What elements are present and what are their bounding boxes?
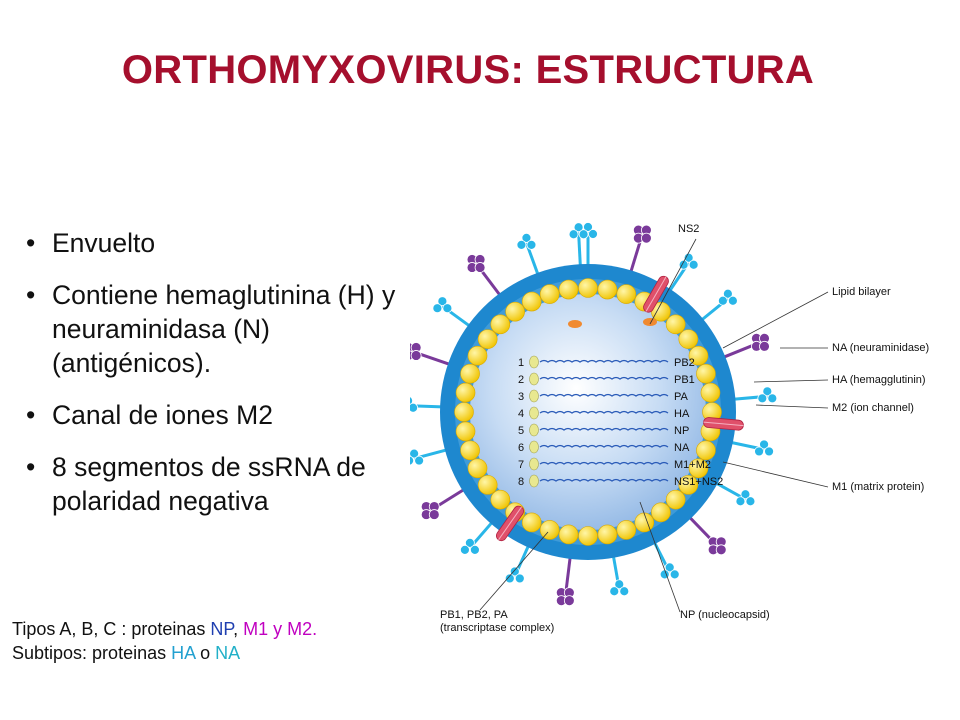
segment-name: NA bbox=[674, 442, 690, 454]
ha-highlight: HA bbox=[171, 643, 196, 663]
lipid-bead bbox=[540, 285, 559, 304]
bullet-enveloped: • Envuelto bbox=[24, 226, 424, 260]
label-ion-channel: M2 (ion channel) bbox=[832, 402, 914, 414]
subtypes-or: o bbox=[195, 643, 216, 663]
lipid-bead bbox=[522, 513, 541, 532]
segment-name: NS1+NS2 bbox=[674, 476, 724, 488]
label-transcriptase: PB1, PB2, PA bbox=[440, 609, 508, 621]
subtypes-note bbox=[12, 641, 317, 665]
lipid-bead bbox=[696, 441, 715, 460]
segment-number: 4 bbox=[518, 408, 525, 420]
segment-name: HA bbox=[674, 408, 690, 420]
lipid-bead bbox=[522, 292, 541, 311]
label-transcriptase-complex: (transcriptase complex) bbox=[440, 622, 555, 634]
ha-spike bbox=[410, 449, 447, 465]
ha-spike bbox=[701, 289, 737, 320]
lipid-bead bbox=[679, 330, 698, 349]
segment-name: PB2 bbox=[674, 357, 695, 369]
types-note bbox=[12, 617, 317, 641]
np-highlight: NP bbox=[210, 619, 234, 639]
segment-name: NP bbox=[674, 425, 690, 437]
segment-name: PA bbox=[674, 391, 688, 403]
protein-notes bbox=[12, 617, 317, 665]
lipid-bead bbox=[540, 520, 559, 539]
na-spike bbox=[689, 517, 726, 555]
subtypes-prefix: Subtipos: proteinas bbox=[12, 643, 172, 663]
lipid-bead bbox=[491, 490, 510, 509]
types-comma: , bbox=[233, 619, 244, 639]
na-spike bbox=[421, 489, 464, 519]
lipid-bead bbox=[701, 383, 720, 402]
lipid-bead bbox=[598, 525, 617, 544]
lipid-bead bbox=[506, 302, 525, 321]
lipid-bead bbox=[617, 520, 636, 539]
ns2-protein-right bbox=[643, 318, 657, 326]
label-nucleocapsid: NP (nucleocapsid) bbox=[680, 609, 770, 621]
ha-spike bbox=[654, 542, 679, 579]
ns2-label-text: NS2 bbox=[678, 223, 700, 235]
lipid-bead bbox=[461, 364, 480, 383]
segment-number: 5 bbox=[518, 425, 525, 437]
lipid-bead bbox=[491, 315, 510, 334]
types-prefix: Tipos A, B, C : proteinas bbox=[12, 619, 211, 639]
na-spike bbox=[723, 333, 769, 357]
np-bead bbox=[530, 458, 539, 470]
na-highlight: NA bbox=[215, 643, 241, 663]
virion-diagram bbox=[410, 212, 958, 652]
lipid-bead bbox=[666, 315, 685, 334]
bullet-ion-channel: • Canal de iones M2 bbox=[24, 398, 424, 432]
segment-number: 7 bbox=[518, 459, 525, 471]
np-bead bbox=[530, 373, 539, 385]
segment-number: 2 bbox=[518, 374, 525, 386]
lipid-bead bbox=[579, 279, 598, 298]
np-bead bbox=[530, 407, 539, 419]
lipid-bead bbox=[666, 490, 685, 509]
lipid-bead bbox=[461, 441, 480, 460]
lipid-bead bbox=[598, 280, 617, 299]
np-bead bbox=[530, 424, 539, 436]
label-matrix-protein: M1 (matrix protein) bbox=[832, 481, 925, 493]
segment-name: PB1 bbox=[674, 374, 695, 386]
segment-number: 6 bbox=[518, 442, 525, 454]
ha-spike bbox=[731, 440, 774, 456]
lipid-bead bbox=[468, 459, 487, 478]
ha-spike bbox=[610, 556, 629, 596]
lipid-bead bbox=[559, 280, 578, 299]
lipid-bead bbox=[456, 422, 475, 441]
m1m2-highlight: M1 y M2. bbox=[243, 619, 318, 639]
label-hemagglutinin: HA (hemagglutinin) bbox=[832, 374, 926, 386]
feature-list bbox=[24, 226, 424, 536]
ha-spike bbox=[670, 253, 699, 291]
lipid-bead bbox=[617, 285, 636, 304]
np-bead bbox=[530, 475, 539, 487]
page-title: ORTHOMYXOVIRUS: ESTRUCTURA bbox=[121, 48, 815, 92]
segment-name: M1+M2 bbox=[674, 459, 711, 471]
segment-number: 1 bbox=[518, 357, 525, 369]
lipid-bead bbox=[696, 364, 715, 383]
lipid-bead bbox=[478, 330, 497, 349]
ha-spike bbox=[433, 297, 470, 326]
lipid-bead bbox=[455, 403, 474, 422]
label-lipid-bilayer: Lipid bilayer bbox=[832, 286, 891, 298]
np-bead bbox=[530, 356, 539, 368]
na-spike bbox=[556, 557, 574, 606]
na-spike bbox=[631, 225, 652, 272]
np-bead bbox=[530, 390, 539, 402]
bullet-antigens: • Contiene hemaglutinina (H) y neuraminidasa (N) (antigénicos). bbox=[24, 278, 424, 380]
na-spike bbox=[410, 342, 450, 364]
ns2-protein-left bbox=[568, 320, 582, 328]
lipid-bead bbox=[559, 525, 578, 544]
bullet-segments: • 8 segmentos de ssRNA de polaridad negativa bbox=[24, 450, 424, 518]
lipid-bead bbox=[579, 527, 598, 546]
lipid-bead bbox=[478, 475, 497, 494]
ha-spike bbox=[410, 396, 442, 412]
lipid-bead bbox=[635, 513, 654, 532]
lipid-bead bbox=[456, 383, 475, 402]
segment-number: 8 bbox=[518, 476, 525, 488]
ha-spike bbox=[733, 387, 776, 403]
ha-spike bbox=[460, 522, 492, 554]
np-bead bbox=[530, 441, 539, 453]
segment-number: 3 bbox=[518, 391, 525, 403]
na-spike bbox=[467, 254, 500, 295]
ha-spike bbox=[517, 233, 538, 274]
lipid-bead bbox=[468, 346, 487, 365]
ns2-label bbox=[678, 223, 699, 235]
lipid-bead bbox=[651, 503, 670, 522]
label-neuraminidase: NA (neuraminidase) bbox=[832, 342, 930, 354]
